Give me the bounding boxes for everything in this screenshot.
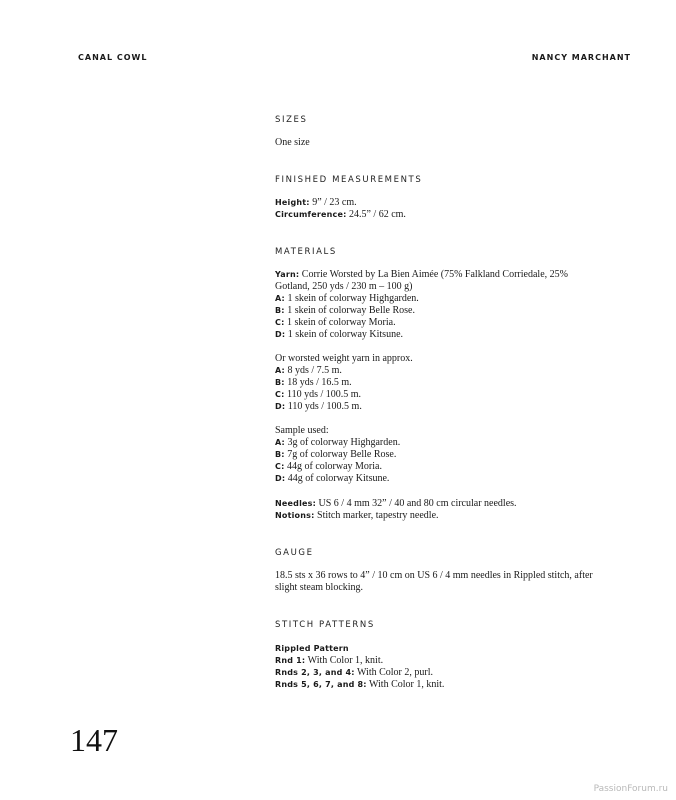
alt-yarn-block <box>275 353 595 413</box>
needles-value: US 6 / 4 mm 32” / 40 and 80 cm circular needles. <box>316 498 517 509</box>
yarn-label: Yarn: <box>275 270 300 279</box>
list-item: Rnds 5, 6, 7, and 8: With Color 1, knit. <box>275 679 445 691</box>
stitch-patterns-block <box>275 643 595 691</box>
height-label: Height: <box>275 198 310 207</box>
needles-label: Needles: <box>275 499 317 508</box>
list-item: C: 110 yds / 100.5 m. <box>275 389 362 401</box>
sample-block <box>275 425 595 485</box>
list-item: B: 1 skein of colorway Belle Rose. <box>275 305 415 317</box>
stitch-patterns-heading: STITCH PATTERNS <box>275 620 375 630</box>
list-item: B: 7g of colorway Belle Rose. <box>275 449 397 461</box>
gauge-block <box>275 570 595 594</box>
list-item: A: 3g of colorway Highgarden. <box>275 437 401 449</box>
sizes-heading: SIZES <box>275 115 308 125</box>
yarn-line <box>275 269 595 293</box>
finished-measurements-block <box>275 197 595 221</box>
list-item: D: 44g of colorway Kitsune. <box>275 473 390 485</box>
list-item: D: 1 skein of colorway Kitsune. <box>275 329 404 341</box>
gauge-heading: GAUGE <box>275 548 314 558</box>
height-line <box>275 197 595 209</box>
alt-yarn-intro: Or worsted weight yarn in approx. <box>275 353 413 364</box>
list-item: Rnd 1: With Color 1, knit. <box>275 655 384 667</box>
circumference-label: Circumference: <box>275 210 347 220</box>
page-number: 147 <box>70 722 118 758</box>
list-item: A: 1 skein of colorway Highgarden. <box>275 293 419 305</box>
list-item: A: 8 yds / 7.5 m. <box>275 365 342 377</box>
sample-intro: Sample used: <box>275 425 329 436</box>
yarn-value: Corrie Worsted by La Bien Aimée (75% Falkland Corriedale, 25% Gotland, 250 yds / 230 m – 100 g) <box>275 269 568 293</box>
needles-line <box>275 498 595 510</box>
stitch-pattern-subtitle: Rippled Pattern <box>275 644 349 653</box>
notions-line <box>275 510 595 522</box>
height-value: 9” / 23 cm. <box>309 197 357 208</box>
header-pattern-name: CANAL COWL <box>78 53 148 62</box>
list-item: C: 44g of colorway Moria. <box>275 461 382 473</box>
finished-measurements-heading: FINISHED MEASUREMENTS <box>275 175 423 185</box>
tools-block <box>275 498 595 522</box>
header-designer-name: NANCY MARCHANT <box>531 53 631 62</box>
circumference-line <box>275 209 595 221</box>
list-item: D: 110 yds / 100.5 m. <box>275 401 362 413</box>
notions-label: Notions: <box>275 511 315 521</box>
yarn-block <box>275 269 595 342</box>
sizes-block <box>275 137 595 149</box>
watermark: PassionForum.ru <box>593 784 668 794</box>
list-item: Rnds 2, 3, and 4: With Color 2, purl. <box>275 667 433 679</box>
list-item: B: 18 yds / 16.5 m. <box>275 377 352 389</box>
circumference-value: 24.5” / 62 cm. <box>346 209 406 221</box>
materials-heading: MATERIALS <box>275 247 337 257</box>
list-item: C: 1 skein of colorway Moria. <box>275 317 396 329</box>
sizes-text: One size <box>275 137 310 148</box>
gauge-text: 18.5 sts x 36 rows to 4” / 10 cm on US 6 / 4 mm needles in Rippled stitch, after slight steam blocking. <box>275 570 593 594</box>
notions-value: Stitch marker, tapestry needle. <box>314 510 439 522</box>
